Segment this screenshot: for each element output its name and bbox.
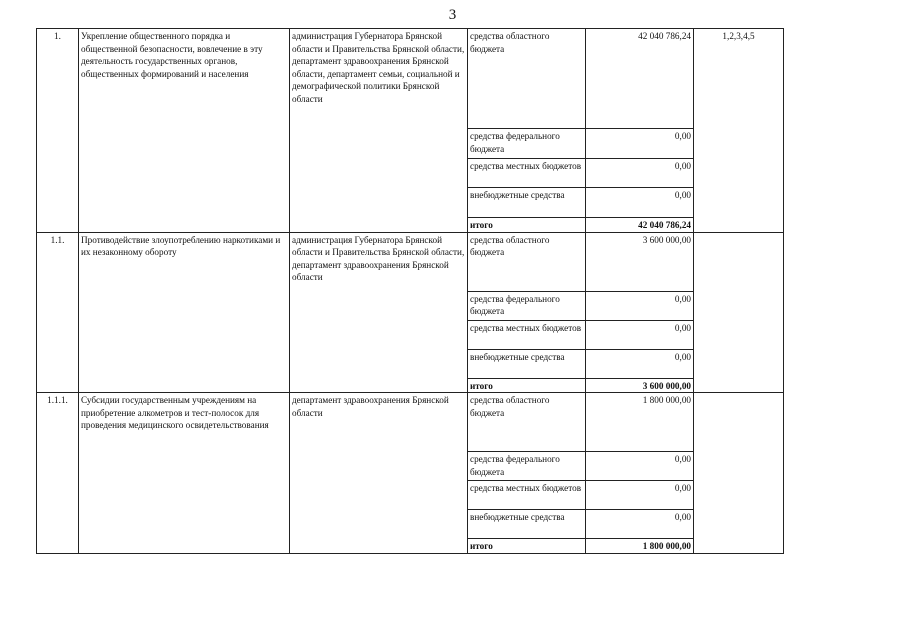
funding-source: средства местных бюджетов: [468, 320, 586, 349]
funding-total: 42 040 786,24: [586, 218, 694, 233]
item-number: 1.: [37, 29, 79, 233]
table-row: [37, 29, 784, 129]
funding-source: средства федерального бюджета: [468, 129, 586, 159]
funding-amount: 0,00: [586, 510, 694, 539]
funding-total: 1 800 000,00: [586, 539, 694, 554]
funding-amount: 0,00: [586, 320, 694, 349]
funding-source: средства областного бюджета: [468, 393, 586, 452]
item-executor: администрация Губернатора Брянской области и Правительства Брянской области, департамент здравоохранения Брянской области, департамент семьи, социальной и демографической политики Брянской области: [290, 29, 468, 233]
target-indicators: [694, 232, 784, 393]
funding-amount: 0,00: [586, 129, 694, 159]
funding-source: итого: [468, 218, 586, 233]
funding-source: итого: [468, 539, 586, 554]
funding-amount: 0,00: [586, 188, 694, 218]
funding-amount: 0,00: [586, 291, 694, 320]
funding-total: 3 600 000,00: [586, 378, 694, 393]
page-number: 3: [448, 7, 457, 23]
funding-amount: 3 600 000,00: [586, 232, 694, 291]
funding-source: внебюджетные средства: [468, 349, 586, 378]
funding-source: средства областного бюджета: [468, 232, 586, 291]
funding-source: внебюджетные средства: [468, 188, 586, 218]
item-name: Укрепление общественного порядка и общественной безопасности, вовлечение в эту деятельность государственных органов, общественных формирований и населения: [79, 29, 290, 233]
target-indicators: [694, 393, 784, 554]
funding-amount: 0,00: [586, 349, 694, 378]
funding-amount: 0,00: [586, 481, 694, 510]
program-funding-table: [36, 28, 784, 554]
item-number: 1.1.: [37, 232, 79, 393]
funding-amount: 0,00: [586, 452, 694, 481]
funding-source: внебюджетные средства: [468, 510, 586, 539]
funding-source: итого: [468, 378, 586, 393]
item-name: Противодействие злоупотреблению наркотиками и их незаконному обороту: [79, 232, 290, 393]
item-executor: администрация Губернатора Брянской области и Правительства Брянской области, департамент здравоохранения Брянской области: [290, 232, 468, 393]
funding-amount: 42 040 786,24: [586, 29, 694, 129]
funding-amount: 1 800 000,00: [586, 393, 694, 452]
target-indicators: 1,2,3,4,5: [694, 29, 784, 233]
item-number: 1.1.1.: [37, 393, 79, 554]
funding-source: средства федерального бюджета: [468, 452, 586, 481]
funding-source: средства областного бюджета: [468, 29, 586, 129]
funding-source: средства местных бюджетов: [468, 159, 586, 188]
funding-source: средства местных бюджетов: [468, 481, 586, 510]
item-name: Субсидии государственным учреждениям на приобретение алкометров и тест-полосок для проведения медицинского освидетельствования: [79, 393, 290, 554]
table-row: [37, 232, 784, 291]
funding-amount: 0,00: [586, 159, 694, 188]
funding-source: средства федерального бюджета: [468, 291, 586, 320]
item-executor: департамент здравоохранения Брянской области: [290, 393, 468, 554]
table-row: [37, 393, 784, 452]
